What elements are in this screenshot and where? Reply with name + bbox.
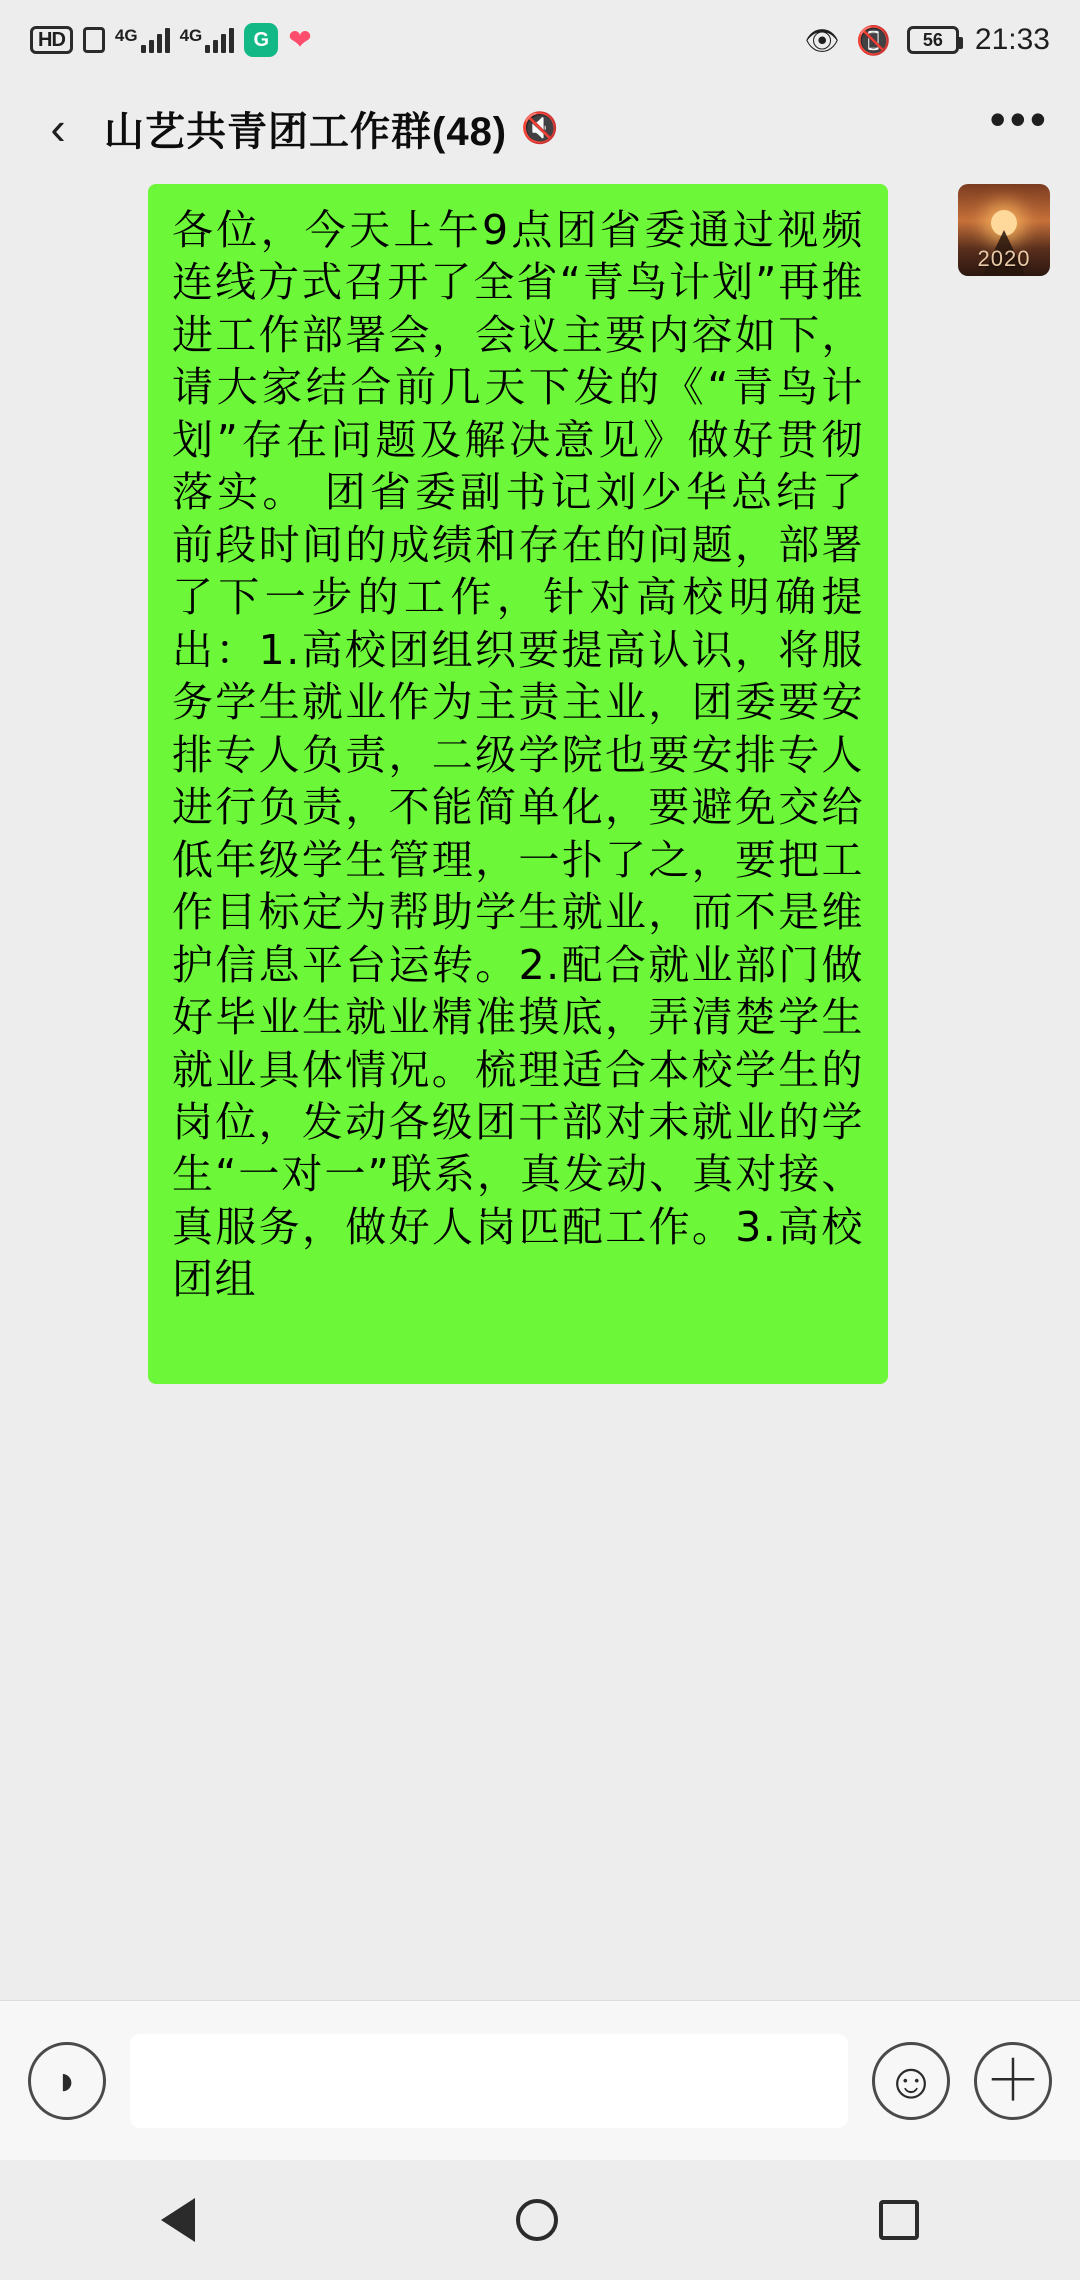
- system-nav-bar: [0, 2160, 1080, 2280]
- message-bubble-outgoing[interactable]: [148, 184, 888, 1384]
- avatar[interactable]: [958, 184, 1050, 276]
- more-actions-button[interactable]: [974, 2042, 1052, 2120]
- signal-1-icon: 4G: [115, 27, 170, 53]
- smiley-face-icon: ☺: [885, 2052, 937, 2109]
- page-title: 山艺共青团工作群(48): [104, 109, 508, 154]
- sim-card-icon: [83, 27, 105, 53]
- vibrate-mode-icon: 📵: [856, 24, 891, 56]
- avatar-caption: 2020: [977, 246, 1031, 271]
- voice-input-button[interactable]: [28, 2042, 106, 2120]
- chat-message-list[interactable]: [0, 176, 1080, 2000]
- nav-back-icon[interactable]: [161, 2198, 195, 2242]
- status-clock: 21:33: [974, 23, 1050, 56]
- nav-home-icon[interactable]: [516, 2199, 558, 2241]
- more-options-button[interactable]: •••: [989, 92, 1050, 145]
- health-heart-icon: ❤: [288, 24, 312, 55]
- message-input-bar: [0, 2000, 1080, 2160]
- message-input[interactable]: [130, 2034, 848, 2128]
- battery-icon: 56: [907, 26, 959, 54]
- status-bar: [0, 0, 1080, 80]
- eye-comfort-icon: 👁: [804, 24, 841, 56]
- voice-toggle-icon: ◗: [54, 2058, 80, 2103]
- nav-recents-icon[interactable]: [879, 2200, 919, 2240]
- plus-icon: ＋: [985, 2048, 1041, 2112]
- message-text: 各位，今天上午9点团省委通过视频连线方式召开了全省“青鸟计划”再推进工作部署会，会议主要内容如下，请大家结合前几天下发的《“青鸟计划”存在问题及解决意见》做好贯彻落实。 团省委副书记刘少华总结了前段时间的成绩和存在的问题，部署了下一步的工作，针对高校明确提出：1.高校团组织要提高认识，将服务学生就业作为主责主业，团委要安排专人负责，二级学院也要安排专人进行负责，不能简单化，要避免交给低年级学生管理，一扑了之，要把工作目标定为帮助学生就业，而不是维护信息平台运转。2.配合就业部门做好毕业生就业精准摸底，弄清楚学生就业具体情况。梳理适合本校学生的岗位，发动各级团干部对未就业的学生“一对一”联系，真发动、真对接、真服务，做好人岗匹配工作。3.高校团组: [172, 206, 864, 1304]
- app-notification-icon: G: [244, 23, 278, 57]
- emoji-button[interactable]: [872, 2042, 950, 2120]
- mute-bell-icon[interactable]: 🔇: [521, 111, 559, 145]
- back-button[interactable]: ‹: [50, 102, 66, 154]
- signal-2-icon: 4G: [180, 27, 235, 53]
- chat-header: [0, 80, 1080, 176]
- hd-icon: HD: [30, 26, 73, 54]
